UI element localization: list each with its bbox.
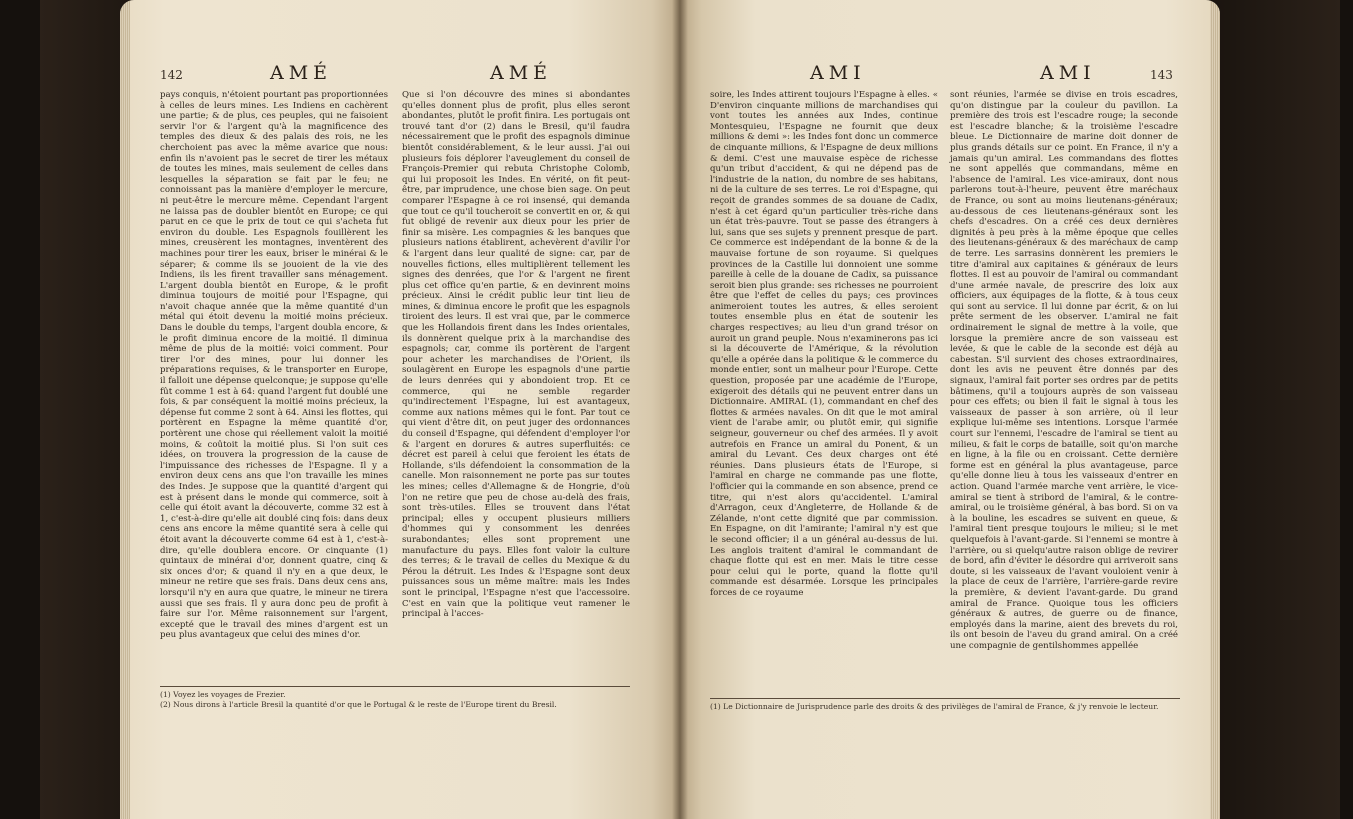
right-page-edge <box>1210 0 1220 819</box>
left-heading-left: AMÉ <box>270 62 333 84</box>
left-page-number: 142 <box>160 68 183 82</box>
left-page <box>120 0 680 819</box>
right-page-number: 143 <box>1150 68 1173 82</box>
right-heading-left: AMI <box>810 62 866 84</box>
book-gutter <box>672 0 688 819</box>
right-footnote-1: (1) Le Dictionnaire de Jurisprudence parle des droits & des privilèges de l'amiral de France, & j'y renvoie le lecteur. <box>710 702 1159 711</box>
left-heading-right: AMÉ <box>490 62 553 84</box>
right-column-2 <box>950 90 1178 651</box>
left-running-head <box>120 62 680 86</box>
left-column-1-text: pays conquis, n'étoient pourtant pas proportionnées à celles de leurs mines. Les Indiens en cachèrent une partie; & de plus, ces peuples, qui ne faisoient servir l'or & l'argent qu'à la magnificence des temples des dieux & des palais des rois, ne les cherchoient pas avec la même avarice que nous: enfin ils n'avoient pas le secret de tirer les métaux de toutes les mines, mais seulement de celles dans lesquelles la séparation se fait par le feu; ne connoissant pas la manière d'employer le mercure, ni peut-être le mercure même. Cependant l'argent ne laissa pas de doubler bientôt en Europe; ce qui parut en ce que le prix de tout ce qui s'acheta fut environ du double. Les Espagnols fouillèrent les mines, creusèrent les montagnes, inventèrent des machines pour tirer les eaux, briser le minérai & le séparer; & comme ils se jouoient de la vie des Indiens, ils les firent travailler sans ménagement. L'argent doubla bientôt en Europe, & le profit diminua toujours de moitié pour l'Espagne, qui n'avoit chaque année que la même quantité d'un métal qui étoit devenu la moitié moins précieux. Dans le double du temps, l'argent doubla encore, & le profit diminua encore de la moitié. Il diminua même de plus de la moitié: voici comment. Pour tirer l'or des mines, pour lui donner les préparations requises, & le transporter en Europe, il falloit une dépense quelconque; je suppose qu'elle fût comme 1 est à 64: quand l'argent fut doublé une fois, & par conséquent la moitié moins précieux, la dépense fut comme 2 sont à 64. Ainsi les flottes, qui portèrent en Espagne la même quantité d'or, portèrent une chose qui réellement valoit la moitié moins, & coûtoit la moitié plus. Si l'on suit ces idées, on trouvera la progression de la cause de l'impuissance des richesses de l'Espagne. Il y a environ deux cens ans que l'on travaille les mines des Indes. Je suppose que la quantité d'argent qui est à présent dans le monde qui commerce, soit à celle qui étoit avant la découverte, comme 32 est à 1, c'est-à-dire qu'elle ait doublé cinq fois: dans deux cens ans encore la même quantité sera à celle qui étoit avant la découverte comme 64 est à 1, c'est-à-dire, qu'elle doublera encore. Or cinquante (1) quintaux de minérai d'or, donnent quatre, cinq & six onces d'or; & quand il n'y en a que deux, le mineur ne retire que ses frais. Dans deux cens ans, lorsqu'il n'y en aura que quatre, le mineur ne tirera aussi que ses frais. Il y aura donc peu de profit à faire sur l'or. Même raisonnement sur l'argent, excepté que le travail des mines d'argent est un peu plus avantageux que celui des mines d'or. <box>160 90 388 641</box>
right-heading-right: AMI <box>1040 62 1096 84</box>
right-footnote-rule <box>710 698 1180 699</box>
left-column-1 <box>160 90 388 641</box>
left-column-2 <box>402 90 630 620</box>
right-column-2-text: sont réunies, l'armée se divise en trois escadres, qu'on distingue par la couleur du pavillon. La première des trois est l'escadre rouge; la seconde est l'escadre blanche; & la troisième l'escadre bleue. Le Dictionnaire de marine doit donner de plus grands détails sur ce point. En France, il n'y a jamais qu'un amiral. Les commandans des flottes ne sont appellés que commandans, même en l'absence de l'amiral. Les vice-amiraux, dont nous parlerons tout-à-l'heure, peuvent être maréchaux de France, ou sont au moins lieutenans-généraux; au-dessous de ces lieutenans-généraux sont les chefs d'escadres. On a créé ces deux dernières dignités à peu près à la même époque que celles des lieutenans-généraux & des maréchaux de camp de terre. Les sarrasins donnèrent les premiers le titre d'amiral aux capitaines & généraux de leurs flottes. Il est au pouvoir de l'amiral ou commandant d'une armée navale, de prescrire des loix aux officiers, aux équipages de la flotte, & à tous ceux qui sont au service. Il lui donne par écrit, & on lui prête serment de les observer. L'amiral ne fait ordinairement le signal de mettre à la voile, que lorsque la première ancre de son vaisseau est levée, & que le cable de la seconde est déjà au cabestan. S'il survient des choses extraordinaires, dont les avis ne peuvent être donnés par des signaux, l'amiral fait porter ses ordres par de petits bâtimens, qu'il a toujours auprès de son vaisseau pour ces effets; ou bien il fait le signal à tous les vaisseaux de passer à son arrière, où il leur explique lui-même ses intentions. Lorsque l'armée court sur l'ennemi, l'escadre de l'amiral se tient au milieu, & fait le corps de bataille, soit qu'on marche en ligne, à la file ou en croissant. Cette dernière forme est en général la plus avantageuse, parce qu'elle donne lieu à tous les vaisseaux d'entrer en action. Quand l'armée marche vent arrière, le vice-amiral se tient à stribord de l'amiral, & le contre-amiral, ou le troisième général, à bas bord. Si on va à la bouline, les escadres se suivent en queue, & l'amiral tient presque toujours le milieu; si le met quelquefois à l'avant-garde. Si l'ennemi se montre à l'arrière, ou si quelqu'autre raison oblige de revirer de bord, afin d'éviter le désordre qui arriveroit sans doute, si les vaisseaux de l'avant vouloient venir à la place de ceux de l'arrière, l'arrière-garde revire la première, & devient l'avant-garde. Du grand amiral de France. Quoique tous les officiers généraux & autres, de guerre ou de finance, employés dans la marine, aient des brevets du roi, ils ont besoin de l'aveu du grand amiral. On a créé une compagnie de gentilshommes appellée <box>950 90 1178 651</box>
right-page <box>680 0 1220 819</box>
right-column-1 <box>710 90 938 599</box>
right-column-1-text: soire, les Indes attirent toujours l'Espagne à elles. « D'environ cinquante millions de marchandises qui vont toutes les années aux Indes, continue Montesquieu, l'Espagne ne fournit que deux millions & demi »: les Indes font donc un commerce de cinquante millions, & l'Espagne de deux millions & demi. C'est une mauvaise espèce de richesse qu'un tribut d'accident, & qui ne dépend pas de l'industrie de la nation, du nombre de ses habitans, ni de la culture de ses terres. Le roi d'Espagne, qui reçoit de grandes sommes de sa douane de Cadix, n'est à cet égard qu'un particulier très-riche dans un état très-pauvre. Tout se passe des étrangers à lui, sans que ses sujets y prennent presque de part. Ce commerce est indépendant de la bonne & de la mauvaise fortune de son royaume. Si quelques provinces de la Castille lui donnoient une somme pareille à celle de la douane de Cadix, sa puissance seroit bien plus grande: ses richesses ne pourroient être que l'effet de celles du pays; ces provinces animeroient toutes les autres, & elles seroient toutes ensemble plus en état de soutenir les charges respectives; au lieu d'un grand trésor on auroit un grand peuple. Nous n'examinerons pas ici si la découverte de l'Amérique, & la révolution qu'elle a opérée dans la politique & le commerce du monde entier, sont un malheur pour l'Europe. Cette question, proposée par une académie de l'Europe, exigeroit des détails qui ne peuvent entrer dans un Dictionnaire. AMIRAL (1), commandant en chef des flottes & armées navales. On dit que le mot amiral vient de l'arabe amir, ou plutôt emir, qui signifie seigneur, gouverneur ou chef des armées. Il y avoit autrefois en France un amiral du Ponent, & un amiral du Levant. Ces deux charges ont été réunies. Dans plusieurs états de l'Europe, si l'amiral en charge ne commande pas une flotte, l'officier qui la commande en son absence, prend ce titre, qui n'est alors qu'accidentel. L'amiral d'Arragon, ceux d'Angleterre, de Hollande & de Zélande, n'ont cette dignité que par commission. En Espagne, on dit l'amirante; l'amiral n'y est que le second officier; il a un général au-dessus de lui. Les anglois traitent d'amiral le commandant de chaque flotte qui est en mer. Mais le titre cesse pour celui qui le porte, quand la flotte qu'il commande est désarmée. Lorsque les principales forces de ce royaume <box>710 90 938 598</box>
left-column-2-text: Que si l'on découvre des mines si abondantes qu'elles donnent plus de profit, plus elles seront abondantes, plutôt le profit finira. Les portugais ont trouvé tant d'or (2) dans le Bresil, qu'il faudra nécessairement que le profit des espagnols diminue bientôt considérablement, & le leur aussi. J'ai oui plusieurs fois déplorer l'aveuglement du conseil de François-Premier qui rebuta Christophe Colomb, qui lui proposoit les Indes. En vérité, on fit peut-être, par imprudence, une chose bien sage. On peut comparer l'Espagne à ce roi insensé, qui demanda que tout ce qu'il toucheroit se convertit en or, & qui fut obligé de revenir aux dieux pour les prier de finir sa misère. Les compagnies & les banques que plusieurs nations établirent, achevèrent d'avilir l'or & l'argent dans leur qualité de signe: car, par de nouvelles fictions, elles multiplièrent tellement les signes des denrées, que l'or & l'argent ne firent plus cet office qu'en partie, & en devinrent moins précieux. Ainsi le crédit public leur tint lieu de mines, & diminua encore le profit que les espagnols tiroient des leurs. Il est vrai que, par le commerce que les Hollandois firent dans les Indes orientales, ils donnèrent quelque prix à la marchandise des espagnols; car, comme ils portèrent de l'argent pour acheter les marchandises de l'Orient, ils soulagèrent en Europe les espagnols d'une partie de leurs denrées qui y abondoient trop. Et ce commerce, qui ne semble regarder qu'indirectement l'Espagne, lui est avantageux, comme aux nations mêmes qui le font. Par tout ce qui vient d'être dit, on peut juger des ordonnances du conseil d'Espagne, qui défendent d'employer l'or & l'argent en dorures & autres superfluités: ce décret est pareil à celui que feroient les états de Hollande, s'ils défendoient la consommation de la canelle. Mon raisonnement ne porte pas sur toutes les mines; celles d'Allemagne & de Hongrie, d'où l'on ne retire que peu de chose au-delà des frais, sont très-utiles. Elles se trouvent dans l'état principal; elles y occupent plusieurs milliers d'hommes qui y consomment les denrées surabondantes; elles sont proprement une manufacture du pays. Elles font valoir la culture des terres; & le travail de celles du Mexique & du Pérou la détruit. Les Indes & l'Espagne sont deux puissances sous un même maître: mais les Indes sont le principal, l'Espagne n'est que l'accessoire. C'est en vain que la politique veut ramener le principal à l'acces- <box>402 90 630 620</box>
left-page-edge <box>120 0 130 819</box>
right-running-head <box>680 62 1220 86</box>
left-footnote-1: (1) Voyez les voyages de Frezier. <box>160 690 286 699</box>
left-footnote-2: (2) Nous dirons à l'article Bresil la quantité d'or que le Portugal & le reste de l'Europe tirent du Bresil. <box>160 700 557 709</box>
left-footnote-rule <box>160 686 630 687</box>
